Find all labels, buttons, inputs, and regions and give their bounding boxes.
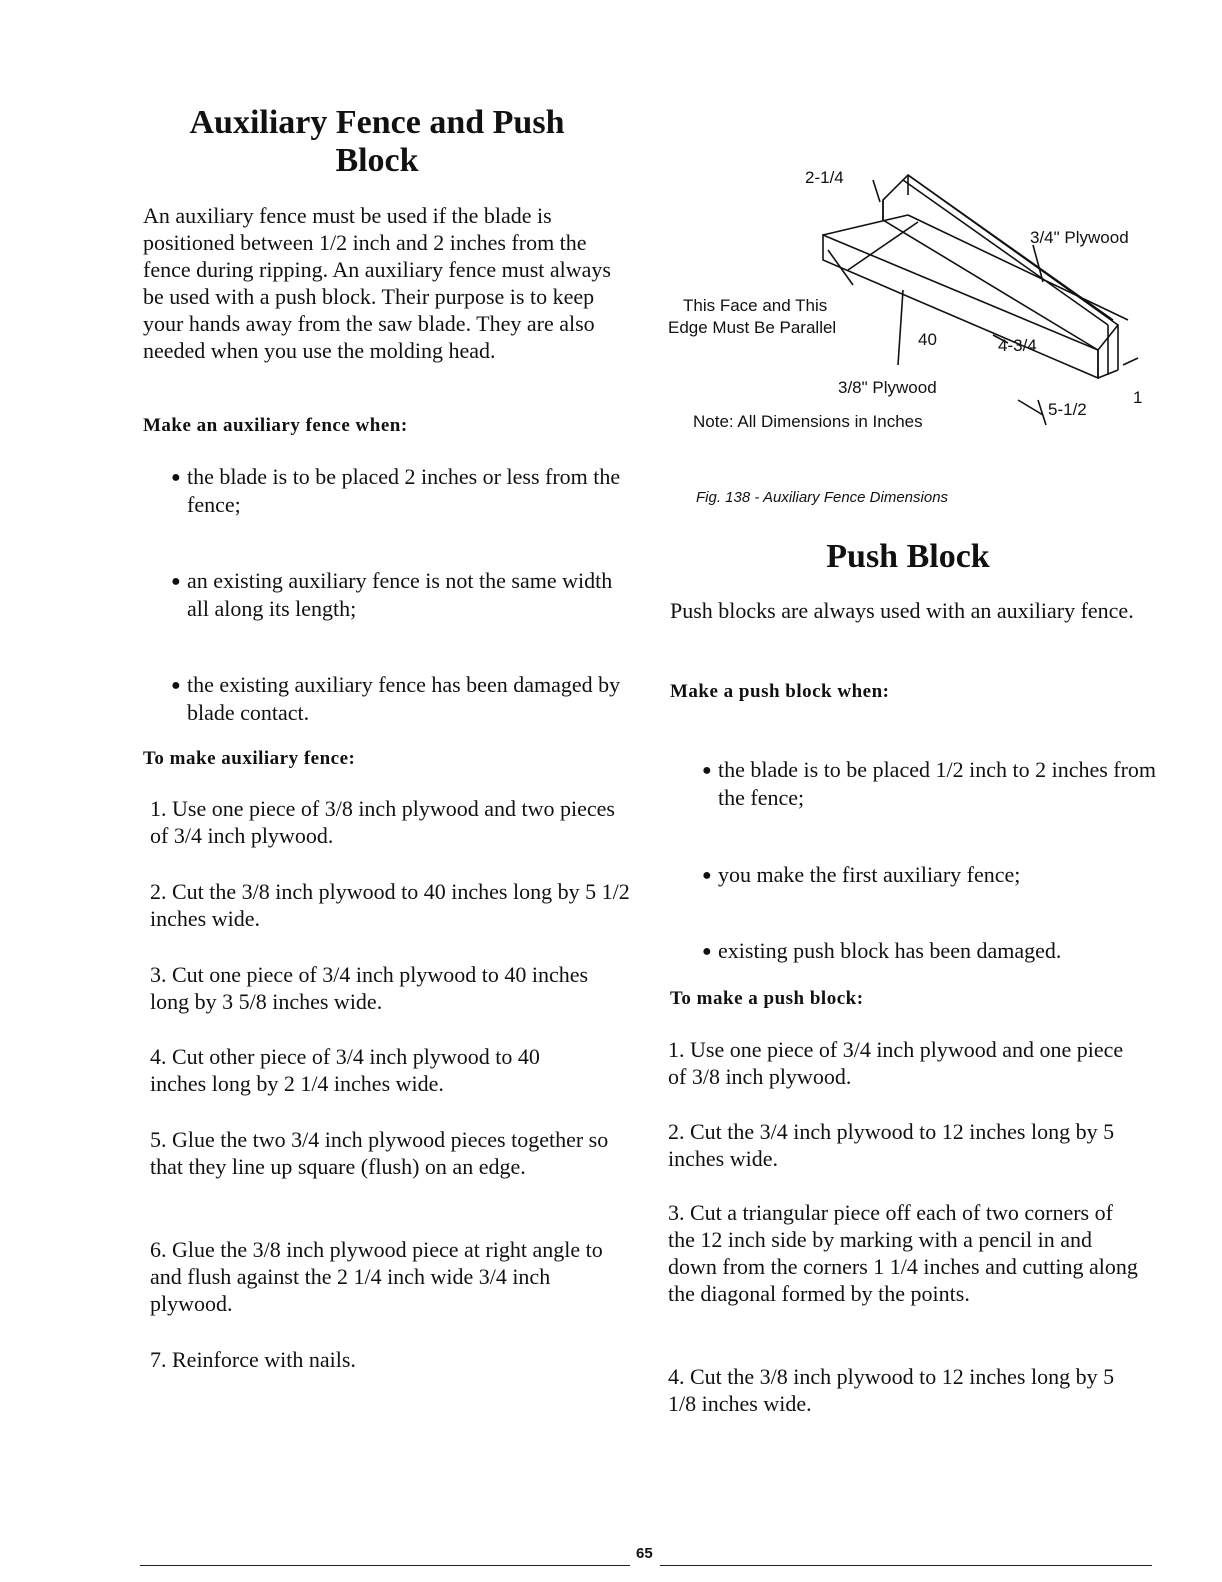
fence-when-bullet: ● an existing auxiliary fence is not the same width all along its length; xyxy=(171,568,613,621)
make-push-block-how-heading: To make a push block: xyxy=(670,988,864,1009)
intro-paragraph: An auxiliary fence must be used if the blade is positioned between 1/2 inch and 2 inches from the fence during ripping. An auxiliary fence must always be used with a push block. Their purpose is to keep your hands away from the saw blade. They are also needed when you use the molding head. xyxy=(143,203,611,363)
dim-4-3-4: 4-3/4 xyxy=(998,336,1037,355)
footer-rule-right xyxy=(660,1565,1152,1566)
push-block-intro: Push blocks are always used with an auxiliary fence. xyxy=(670,598,1134,623)
fence-step: 1. Use one piece of 3/8 inch plywood and two pieces of 3/4 inch plywood. xyxy=(150,796,615,848)
page-number: 65 xyxy=(636,1545,653,1562)
fence-step: 5. Glue the two 3/4 inch plywood pieces together so that they line up square (flush) on an edge. xyxy=(150,1127,609,1179)
label-face-line-1: This Face and This xyxy=(683,296,828,315)
push-block-when-bullet: ● the blade is to be placed 1/2 inch to 2 inches from the fence; xyxy=(702,757,1157,810)
auxiliary-fence-diagram xyxy=(668,160,1158,440)
push-block-step: 3. Cut a triangular piece off each of two corners of the 12 inch side by marking with a pencil in and down from the corners 1 1/4 inches and cutting along the diagonal formed by the points. xyxy=(668,1200,1138,1306)
make-push-block-when-heading: Make a push block when: xyxy=(670,681,890,702)
label-3-8-plywood: 3/8" Plywood xyxy=(838,378,937,397)
dim-40: 40 xyxy=(918,330,937,349)
fence-step: 7. Reinforce with nails. xyxy=(150,1347,356,1372)
push-block-when-bullet: ● you make the first auxiliary fence; xyxy=(702,862,1021,887)
fence-step: 6. Glue the 3/8 inch plywood piece at right angle to and flush against the 2 1/4 inch wide 3/4 inch plywood. xyxy=(150,1237,603,1316)
section-title-push-block: Push Block xyxy=(826,538,990,575)
base-plywood xyxy=(823,235,1098,378)
dim-2-1-4: 2-1/4 xyxy=(805,168,844,187)
push-block-step: 1. Use one piece of 3/4 inch plywood and one piece of 3/8 inch plywood. xyxy=(668,1037,1124,1089)
make-fence-when-heading: Make an auxiliary fence when: xyxy=(143,415,408,436)
label-3-4-plywood: 3/4" Plywood xyxy=(1030,228,1129,247)
push-block-step: 2. Cut the 3/4 inch plywood to 12 inches long by 5 inches wide. xyxy=(668,1119,1115,1171)
title-line-1: Auxiliary Fence and Push xyxy=(189,104,565,141)
fence-step: 4. Cut other piece of 3/4 inch plywood to 40 inches long by 2 1/4 inches wide. xyxy=(150,1044,540,1096)
dim-5-1-2: 5-1/2 xyxy=(1048,400,1087,419)
fence-when-bullet: ● the blade is to be placed 2 inches or less from the fence; xyxy=(171,464,621,517)
push-block-when-bullet: ● existing push block has been damaged. xyxy=(702,938,1062,963)
fence-step: 2. Cut the 3/8 inch plywood to 40 inches long by 5 1/2 inches wide. xyxy=(150,879,630,931)
fence-plywood xyxy=(883,175,1118,350)
make-fence-how-heading: To make auxiliary fence: xyxy=(143,748,356,769)
dim-1: 1 xyxy=(1133,388,1143,407)
section-title-auxiliary-fence xyxy=(140,104,614,180)
fence-when-bullet: ● the existing auxiliary fence has been damaged by blade contact. xyxy=(171,672,621,725)
dimensions-note: Note: All Dimensions in Inches xyxy=(693,412,923,431)
title-line-2: Block xyxy=(335,142,419,179)
figure-caption: Fig. 138 - Auxiliary Fence Dimensions xyxy=(696,489,949,506)
footer-rule-left xyxy=(140,1565,630,1566)
fence-step: 3. Cut one piece of 3/4 inch plywood to 40 inches long by 3 5/8 inches wide. xyxy=(150,962,589,1014)
label-face-line-2: Edge Must Be Parallel xyxy=(668,318,837,337)
push-block-step: 4. Cut the 3/8 inch plywood to 12 inches long by 5 1/8 inches wide. xyxy=(668,1364,1115,1416)
